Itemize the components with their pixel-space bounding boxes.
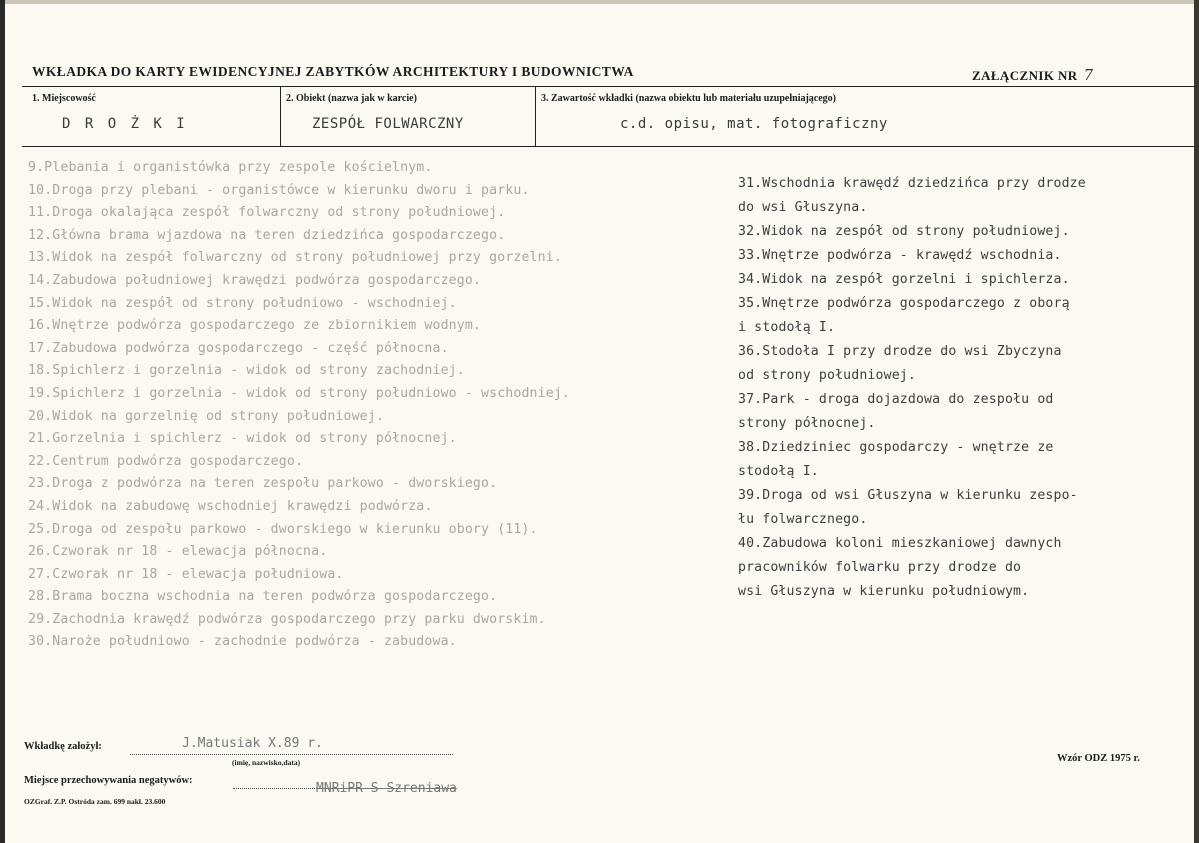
locality-value: D R O Ż K I <box>62 116 188 132</box>
photo-list-item: 23.Droga z podwórza na teren zespołu parkowo - dworskiego. <box>28 476 498 492</box>
photo-list-item: 28.Brama boczna wschodnia na teren podwórza gospodarczego. <box>28 589 498 605</box>
fields-bottom-rule <box>22 146 1197 147</box>
photo-list-item-line: 31.Wschodnia krawędź dziedzińca przy drodze <box>738 176 1086 191</box>
founded-label: Wkładkę założył: <box>24 741 102 752</box>
photo-list-item-line: 33.Wnętrze podwórza - krawędź wschodnia. <box>738 248 1062 263</box>
photo-list-item: 24.Widok na zabudowę wschodniej krawędzi podwórza. <box>28 498 433 514</box>
photo-list-item: 25.Droga od zespołu parkowo - dworskiego w kierunku obory (11). <box>28 521 538 537</box>
field-divider-2 <box>535 86 536 146</box>
photo-list-item <box>738 484 1086 532</box>
photo-list-item: 10.Droga przy plebani - organistówce w kierunku dworu i parku. <box>28 182 530 198</box>
photo-list-item: 19.Spichlerz i gorzelnia - widok od strony południowo - wschodniej. <box>28 385 570 401</box>
photo-list-item-line: pracowników folwarku przy drodze do <box>738 560 1022 575</box>
locality-label: 1. Miejscowość <box>32 93 96 104</box>
field-divider-1 <box>280 86 281 146</box>
object-label: 2. Obiekt (nazwa jak w karcie) <box>286 93 417 104</box>
photo-list-item-line: 37.Park - droga dojazdowa do zespołu od <box>738 392 1054 407</box>
photo-list-item: 11.Droga okalająca zespół folwarczny od strony południowej. <box>28 205 506 221</box>
founded-hint: (imię, nazwisko,data) <box>232 758 301 767</box>
photo-list-item: 29.Zachodnia krawędź podwórza gospodarczego przy parku dworskim. <box>28 611 546 627</box>
photo-list-item: 16.Wnętrze podwórza gospodarczego ze zbiornikiem wodnym. <box>28 318 482 334</box>
form-title: WKŁADKA DO KARTY EWIDENCYJNEJ ZABYTKÓW ARCHITEKTURY I BUDOWNICTWA <box>32 64 634 79</box>
photo-list-item: 13.Widok na zespół folwarczny od strony południowej przy gorzelni. <box>28 250 562 266</box>
photo-list-right <box>738 172 1086 604</box>
annex-label <box>972 66 1094 84</box>
photo-list-item: 12.Główna brama wjazdowa na teren dziedzińca gospodarczego. <box>28 227 506 243</box>
content-value: c.d. opisu, mat. fotograficzny <box>620 116 888 132</box>
photo-list-item <box>738 436 1086 484</box>
photo-list-item-line: 32.Widok na zespół od strony południowej. <box>738 224 1070 239</box>
photo-list-item: 26.Czworak nr 18 - elewacja północna. <box>28 544 328 560</box>
photo-list-item-line: 36.Stodoła I przy drodze do wsi Zbyczyna <box>738 344 1062 359</box>
photo-list-item-line: 38.Dziedziniec gospodarczy - wnętrze ze <box>738 440 1054 455</box>
photo-list-item-line: i stodołą I. <box>738 320 836 335</box>
top-edge <box>0 0 1199 4</box>
photo-list-item <box>738 532 1086 604</box>
annex-number: 7 <box>1083 66 1094 84</box>
photo-list-item-line: 39.Droga od wsi Głuszyna w kierunku zespo- <box>738 488 1078 503</box>
left-edge <box>0 0 5 843</box>
photo-list-item: 21.Gorzelnia i spichlerz - widok od strony północnej. <box>28 431 457 447</box>
photo-list-item-line: od strony południowej. <box>738 368 916 383</box>
photo-list-item: 14.Zabudowa południowej krawędzi podwórza gospodarczego. <box>28 272 482 288</box>
storage-value: MNRiPR-S Szreniawa <box>316 781 457 796</box>
photo-list-item: 22.Centrum podwórza gospodarczego. <box>28 453 304 469</box>
photo-list-item: 27.Czworak nr 18 - elewacja południowa. <box>28 566 344 582</box>
photo-list-item: 20.Widok na gorzelnię od strony południowej. <box>28 408 384 424</box>
photo-list-item-line: do wsi Głuszyna. <box>738 200 868 215</box>
photo-list-item-line: 35.Wnętrze podwórza gospodarczego z oborą <box>738 296 1070 311</box>
photo-list-item: 17.Zabudowa podwórza gospodarczego - część północna. <box>28 340 449 356</box>
storage-label: Miejsce przechowywania negatywów: <box>24 775 193 786</box>
photo-list-item-line: 34.Widok na zespół gorzelni i spichlerza. <box>738 272 1070 287</box>
photo-list-item <box>738 388 1086 436</box>
founded-value: J.Matusiak X.89 r. <box>182 736 323 751</box>
photo-list-item-line: stodołą I. <box>738 464 819 479</box>
photo-list-item <box>738 220 1086 244</box>
content-label: 3. Zawartość wkładki (nazwa obiektu lub materiału uzupełniającego) <box>541 93 837 104</box>
photo-list-item-line: strony północnej. <box>738 416 876 431</box>
object-value: ZESPÓŁ FOLWARCZNY <box>312 116 464 132</box>
photo-list-item-line: łu folwarcznego. <box>738 512 868 527</box>
print-info: OZGraf. Z.P. Ostróda zam. 699 nakł. 23.600 <box>24 797 166 806</box>
photo-list-item: 30.Naroże południowo - zachodnie podwórza - zabudowa. <box>28 634 457 650</box>
photo-list-item-line: 40.Zabudowa koloni mieszkaniowej dawnych <box>738 536 1062 551</box>
header-rule <box>22 86 1197 87</box>
photo-list-item <box>738 244 1086 268</box>
photo-list-item: 9.Plebania i organistówka przy zespole kościelnym. <box>28 160 433 175</box>
template-note: Wzór ODZ 1975 r. <box>1057 753 1140 764</box>
photo-list-item <box>738 340 1086 388</box>
photo-list-item <box>738 292 1086 340</box>
right-edge <box>1194 0 1199 843</box>
photo-list-left <box>28 157 570 654</box>
photo-list-item <box>738 268 1086 292</box>
photo-list-item <box>738 172 1086 220</box>
photo-list-item: 18.Spichlerz i gorzelnia - widok od strony zachodniej. <box>28 363 465 379</box>
annex-label-text: ZAŁĄCZNIK NR <box>972 68 1078 83</box>
photo-list-item-line: wsi Głuszyna w kierunku południowym. <box>738 584 1030 599</box>
photo-list-item: 15.Widok na zespół od strony południowo - wschodniej. <box>28 295 457 311</box>
